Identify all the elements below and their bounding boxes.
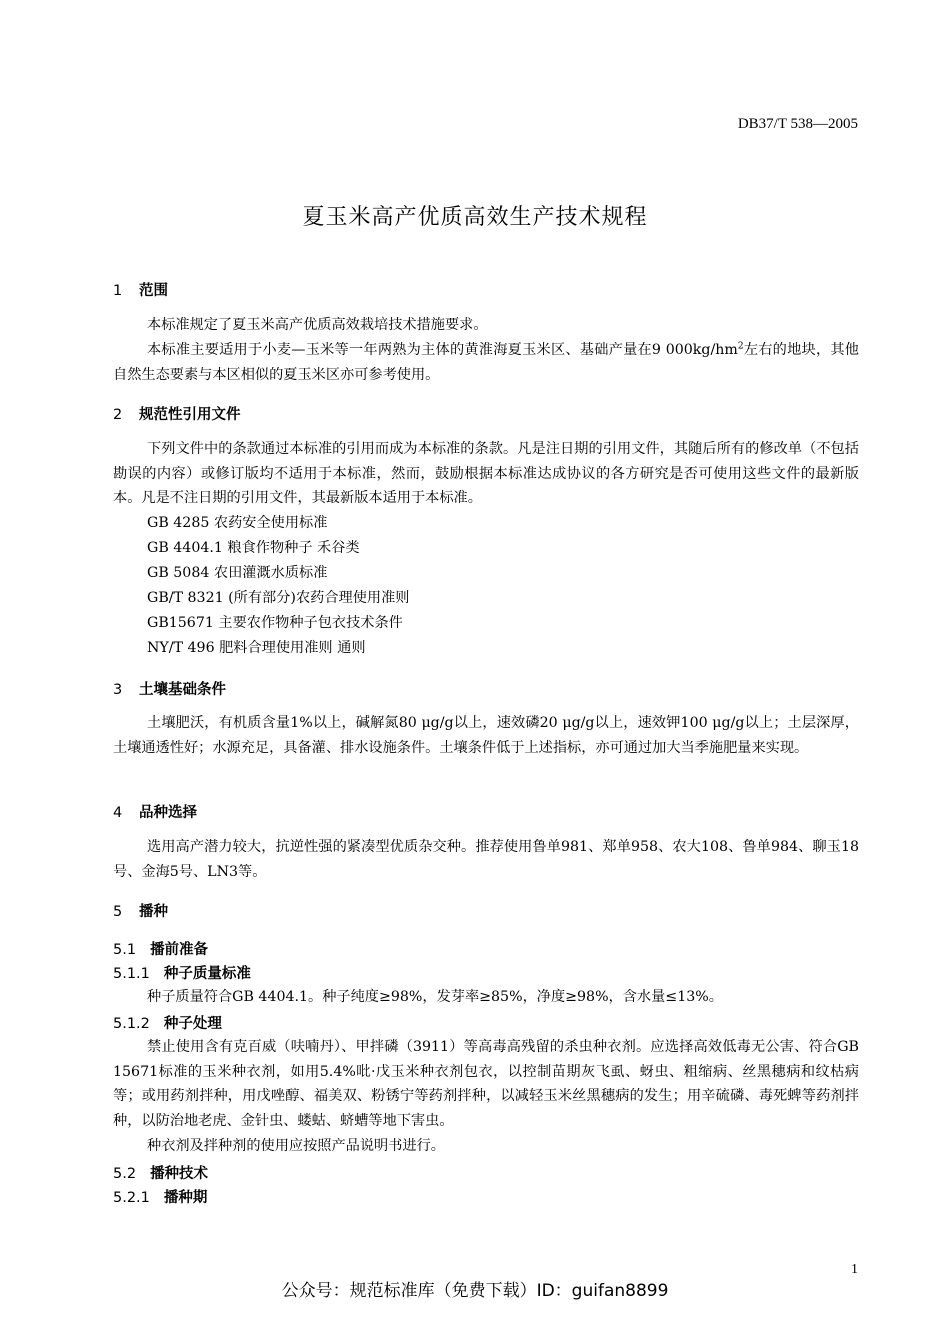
section-5-1-2-paragraph-2: 种衣剂及拌种剂的使用应按照产品说明书进行。 (147, 1138, 445, 1154)
section-number: 3 (113, 682, 123, 698)
section-5-1-2-paragraph-1: 禁止使用含有克百威（呋喃丹）、甲拌磷（3911）等高毒高残留的杀虫种衣剂。应选择高效低毒无公害、符合GB15671标准的玉米种衣剂，如用5.4%吡·戊玉米种衣剂包衣，以控制苗期灰飞虱、蚜虫、粗缩病、丝黑穗病和纹枯病等；或用药剂拌种，用戊唑醇、福美双、粉锈宁等药剂拌种，以减轻玉米丝黑穗病的发生；用辛硫磷、毒死蜱等药剂拌种，以防治地老虎、金针虫、蝼蛄、蛴螬等地下害虫。 (113, 1039, 859, 1130)
section-number: 5.2.1 (113, 1190, 150, 1206)
section-number: 5.1.1 (113, 966, 150, 982)
document-title: 夏玉米高产优质高效生产技术规程 (302, 205, 648, 230)
superscript: 2 (737, 341, 744, 352)
section-number: 2 (113, 407, 123, 423)
page-number: 1 (851, 1262, 858, 1277)
section-number: 4 (113, 805, 123, 821)
section-number: 5.1.2 (113, 1016, 150, 1032)
scope-text-cont: 左右的地块，其他自然生态要素与本区相似的夏玉米区亦可参考使用。 (113, 342, 859, 383)
section-4-paragraph-1: 选用高产潜力较大，抗逆性强的紧凑型优质杂交种。推荐使用鲁单981、郑单958、农大108、鲁单984、聊玉18号、金海5号、LN3等。 (113, 839, 859, 880)
scope-text: 本标准主要适用于小麦—玉米等一年两熟为主体的黄淮海夏玉米区、基础产量在9 000kg/hm (147, 342, 738, 358)
section-2-heading (113, 403, 241, 424)
section-number: 5 (113, 904, 123, 920)
section-4-heading (113, 801, 197, 822)
section-5-1-2-heading (113, 1012, 222, 1033)
section-title: 种子质量标准 (163, 966, 251, 982)
section-1-heading (113, 279, 168, 300)
section-5-1-1-heading (113, 962, 251, 983)
section-5-heading (113, 900, 168, 921)
section-title: 播前准备 (150, 942, 209, 958)
section-1-paragraph-1: 本标准规定了夏玉米高产优质高效栽培技术措施要求。 (147, 317, 488, 333)
footer-watermark: 公众号：规范标准库（免费下载）ID：guifan8899 (281, 1281, 669, 1301)
section-title: 品种选择 (139, 805, 197, 821)
reference-item: GB 4404.1 粮食作物种子 禾谷类 (147, 540, 360, 556)
reference-item: GB15671 主要农作物种子包衣技术条件 (147, 615, 403, 631)
section-title: 范围 (139, 283, 168, 299)
reference-item: NY/T 496 肥料合理使用准则 通则 (147, 640, 366, 656)
reference-item: GB 4285 农药安全使用标准 (147, 515, 328, 531)
standard-code: DB37/T 538—2005 (737, 116, 858, 132)
section-number: 5.2 (113, 1166, 137, 1182)
section-title: 种子处理 (163, 1016, 222, 1032)
section-title: 播种期 (163, 1190, 208, 1206)
section-5-2-1-heading (113, 1186, 207, 1207)
section-5-2-heading (113, 1162, 208, 1183)
section-title: 土壤基础条件 (139, 682, 226, 698)
section-title: 播种 (139, 904, 168, 920)
section-number: 5.1 (113, 942, 137, 958)
reference-item: GB/T 8321 (所有部分)农药合理使用准则 (147, 590, 410, 606)
section-3-heading (113, 678, 226, 699)
section-1-paragraph-2 (113, 338, 859, 387)
section-title: 规范性引用文件 (139, 407, 241, 423)
section-3-paragraph-1: 土壤肥沃，有机质含量1%以上，碱解氮80 μg/g以上，速效磷20 μg/g以上，速效钾100 μg/g以上；土层深厚，土壤通透性好；水源充足，具备灌、排水设施条件。土壤条件低于上述指标，亦可通过加大当季施肥量来实现。 (113, 715, 859, 756)
section-number: 1 (113, 283, 123, 299)
section-2-paragraph-1: 下列文件中的条款通过本标准的引用而成为本标准的条款。凡是注日期的引用文件，其随后所有的修改单（不包括勘误的内容）或修订版均不适用于本标准，然而，鼓励根据本标准达成协议的各方研究是否可使用这些文件的最新版本。凡是不注日期的引用文件，其最新版本适用于本标准。 (113, 441, 859, 507)
section-5-1-1-paragraph: 种子质量符合GB 4404.1。种子纯度≥98%，发芽率≥85%，净度≥98%，含水量≤13%。 (147, 989, 723, 1005)
section-title: 播种技术 (150, 1166, 209, 1182)
section-5-1-heading (113, 938, 208, 959)
reference-item: GB 5084 农田灌溉水质标准 (147, 565, 328, 581)
